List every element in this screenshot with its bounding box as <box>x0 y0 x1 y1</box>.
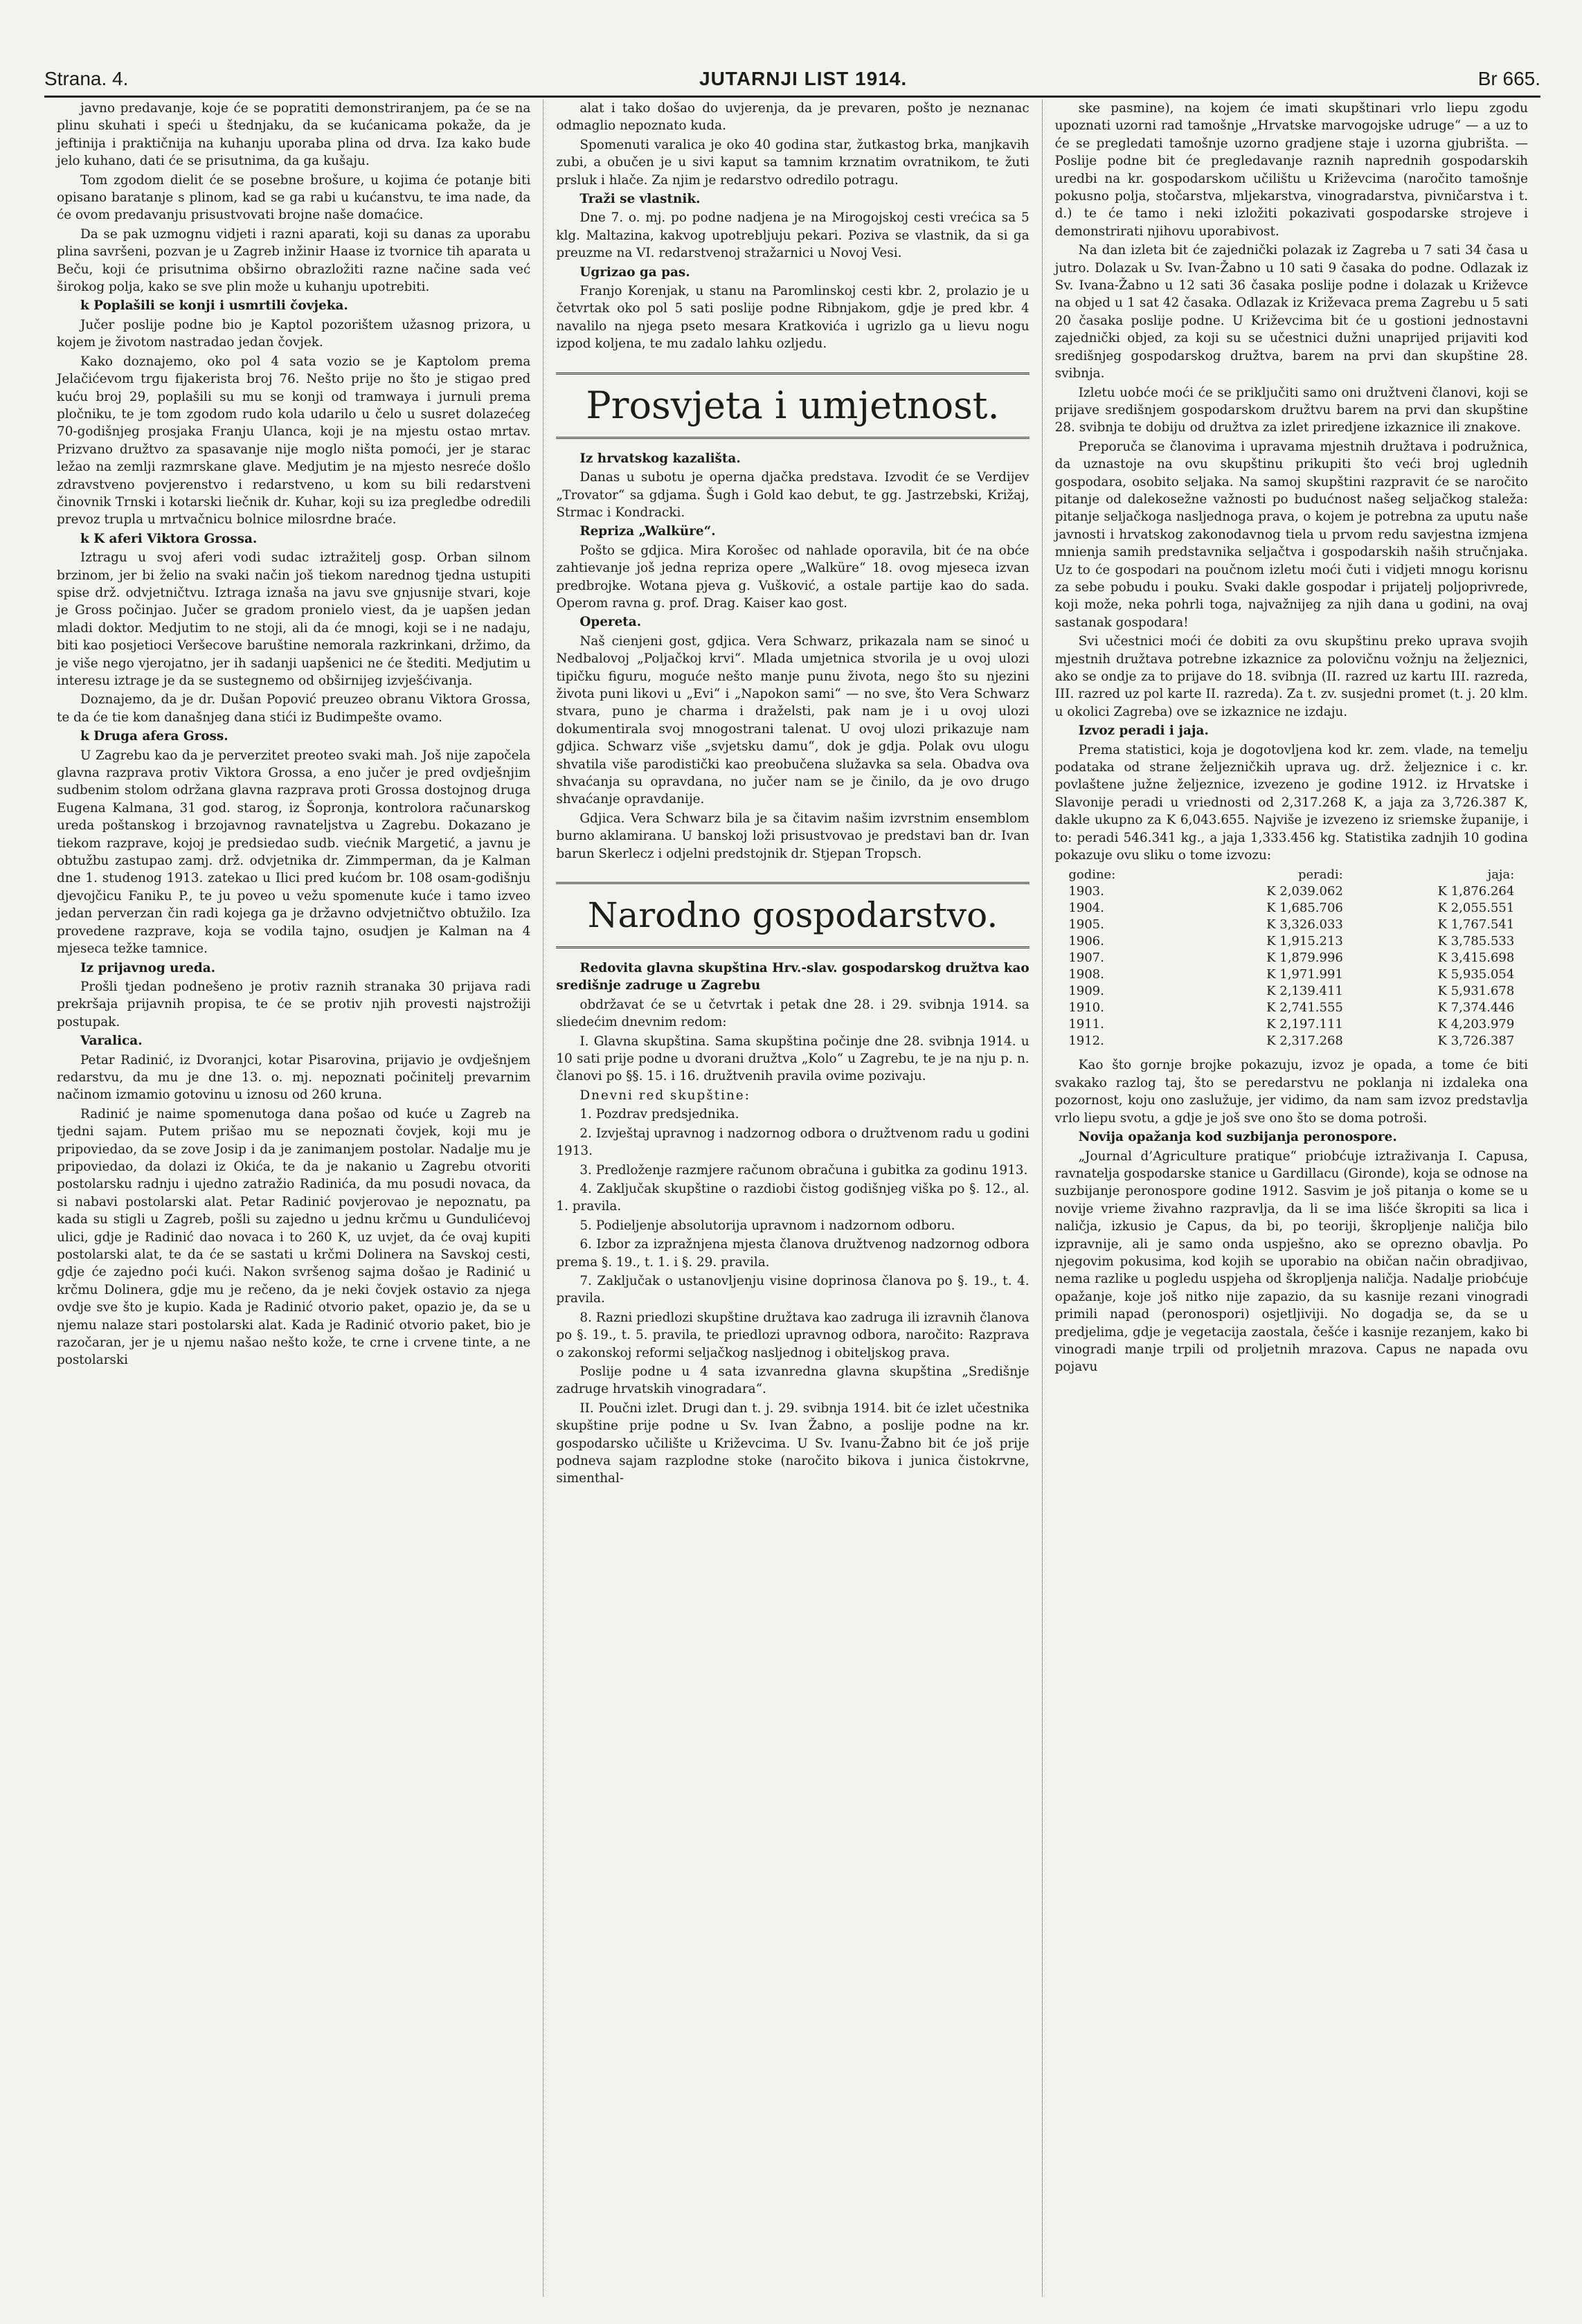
table-cell: K 1,685.706 <box>1266 901 1343 916</box>
paragraph: javno predavanje, koje će se popratiti demonstriranjem, pa će se na plinu skuhati i speći u štednjaku, da se kućanicama pokaže, da je jeftinija i praktičnija na kuhanju uporaba plina od drva. Iza kako bude jelo kuhano, dati će se prisutnima, da ga kušaju. <box>57 101 531 169</box>
masthead <box>44 42 1540 98</box>
table-row <box>1064 950 1518 966</box>
article-heading: Izvoz peradi i jaja. <box>1078 723 1209 739</box>
paragraph: II. Poučni izlet. Drugi dan t. j. 29. svibnja 1914. bit će izlet učestnika skupštine prije podne u Sv. Ivan Žabno, a poslije podne na kr. gospodarsko učilište u Križevcima. U Sv. Ivanu-Žabno bit će još prije podneva sajam razplodne stoke (naročito bikova i junica čistokrvne, simenthal- <box>556 1400 1030 1486</box>
table-cell: K 1,915.213 <box>1266 934 1343 949</box>
column-2 <box>543 100 1041 2296</box>
paragraph: Tom zgodom dielit će se posebne brošure, u kojima će potanje biti opisano baratanje s plinom, kad se ga rabi u kućanstvu, te ima nade, da će ovom predavanju prisustvovati brojne naše domaćice. <box>57 172 531 223</box>
page-number: Strana. 4. <box>44 68 129 89</box>
paragraph: Pošto se gdjica. Mira Korošec od nahlade oporavila, bit će na obće zahtievanje još jedna repriza opere „Walküre“ 18. ovog mjeseca izvan predbrojke. Wotana pjeva g. Vušković, a ostale partije kao do sada. Operom ravna g. prof. Drag. Kaiser kao gost. <box>556 543 1030 611</box>
paragraph: Iztragu u svoj aferi vodi sudac iztražitelj gosp. Orban silnom brzinom, jer bi želio na svaki način još tiekom narednog tjedna ustupiti spise drž. odvjetničtvu. Iztraga iznaša na javu sve gnjusnije stvari, koje je Gross počinjao. Jučer se gradom pronielo viest, da je uapšen jedan mladi doktor. Medjutim to ne stoji, ali da će mnogi, koji se i ne nadaju, biti kao posjetioci Veršecove baruštine nemorala razkrinkani, držimo, da je više nego vjerojatno, jer ih sadanji uapšenici ne će štediti. Medjutim u interesu iztrage je da se sustegnemo od obširnijeg izvješćivanja. <box>57 550 531 688</box>
table-row <box>1064 917 1518 933</box>
table-row <box>1064 1000 1518 1016</box>
article-heading: Opereta. <box>579 615 642 630</box>
table-cell: 1912. <box>1068 1034 1104 1049</box>
paragraph: alat i tako došao do uvjerenja, da je prevaren, pošto je neznanac odmaglio nepoznato kuda. <box>556 101 1030 134</box>
newspaper-title: JUTARNJI LIST 1914. <box>699 68 908 89</box>
paragraph: Radinić je naime spomenutoga dana pošao od kuće u Zagreb na tjedni sajam. Putem prišao mu se nepoznati čovjek, koji mu je pripoviedao, da se zove Josip i da je zanimanjem postolar. Nadalje mu je pripoviedao, da dolazi iz Okića, te da je nakanio u Zagrebu otvoriti postolarsku radnju i ujedno zatražio Radinića, da mu posudi novaca, da si nabavi postolarski alat. Petar Radinić povjerovao je nepoznatu, pa kada su stigli u Zagreb, pošli su zajedno u jednu krčmu u Gundulićevoj ulici, gdje je Radinić dao novaca i to 260 K, uz uvjet, da će ovaj kupiti postolarski alat, te da će se sastati u krčmi Dolinera na Savskoj cesti, gdje će zajedno poći kući. Nakon svršenog sajma došao je Radinić u krčmu Dolinera, gdje mu je rečeno, da je neki čovjek ostavio za njega ovdje sve što je kupio. Kada je Radinić otvorio paket, opazio je, da se u njemu nalaze stari postolarski alat. Kada je Radinić otvorio paket, bio je razočaran, jer je u njemu našao nešto kože, te crne i crvene tinte, a ne postolarski <box>57 1106 531 1368</box>
table-cell: K 3,326.033 <box>1266 917 1343 933</box>
paragraph: Na dan izleta bit će zajednički polazak iz Zagreba u 7 sati 34 časa u jutro. Dolazak u Sv. Ivan-Žabno u 10 sati 9 časaka do podne. Odlazak iz Sv. Ivana-Žabno u 12 sati 36 časaka poslije podne i dolazak u Križevce na objed u 1 sat 42 časaka. Odlazak iz Križevaca prema Zagrebu u 5 sati 20 časaka poslije podne. U Križevcima bit će u gostioni jednostavni zajednički objed, za koji su se učestnici dužni unaprijed prijaviti kod središnjeg gospodarskog družtva, barem na prvi dan skupštine 28. svibnja. <box>1054 243 1528 381</box>
table-cell: K 2,139.411 <box>1266 984 1343 999</box>
issue-number: Br 665. <box>1477 68 1540 89</box>
table-cell: K 2,317.268 <box>1266 1034 1343 1049</box>
table-cell: 1906. <box>1068 934 1104 949</box>
table-cell: 1910. <box>1068 1000 1104 1016</box>
table-cell: K 3,785.533 <box>1437 934 1515 949</box>
table-cell: K 2,055.551 <box>1437 901 1515 916</box>
agenda-item: 8. Razni priedlozi skupštine družtava kao zadruga ili izravnih članova po §. 19., t. 5. pravila, te priedlozi upravnog odbora, naročito: Razprava o zakonskoj reformi seljačkog nasljednog i obiteljskog prava. <box>556 1310 1030 1360</box>
article-heading: k Poplašili se konji i usmrtili čovjeka. <box>80 298 348 314</box>
article-heading: Repriza „Walküre“. <box>579 524 716 539</box>
agenda-heading: Dnevni red skupštine: <box>579 1088 750 1103</box>
article-heading: Iz prijavnog ureda. <box>80 960 216 975</box>
agenda-item: 3. Predloženje razmjere računom obračuna i gubitka za godinu 1913. <box>579 1162 1028 1178</box>
table-cell: K 7,374.446 <box>1437 1000 1515 1016</box>
table-row <box>1064 1033 1518 1050</box>
column-3 <box>1042 100 1540 2296</box>
table-row <box>1064 883 1518 900</box>
column-1 <box>44 100 543 2296</box>
article-columns <box>44 100 1540 2296</box>
table-header-cell: peradi: <box>1298 867 1343 883</box>
table-cell: 1905. <box>1068 917 1104 933</box>
table-cell: K 2,039.062 <box>1266 884 1343 899</box>
section-title-culture: Prosvjeta i umjetnost. <box>556 372 1029 439</box>
table-header-cell: jaja: <box>1487 867 1515 883</box>
table-cell: 1903. <box>1068 884 1104 899</box>
agenda-item: 6. Izbor za izpražnjena mjesta članova družtvenog nadzornog odbora prema §. 19., t. 1. i §. 29. pravila. <box>556 1237 1030 1270</box>
agenda-item: 1. Pozdrav predsjednika. <box>579 1107 739 1122</box>
table-row <box>1064 983 1518 1000</box>
paragraph: ske pasmine), na kojem će imati skupštinari vrlo liepu zgodu upoznati uzorni rad tamošnje „Hrvatske marvogojske udruge“ — a uz to će se pregledati tamošnje uzorno gradjene staje i uzorna gjubrišta. — Poslije podne bit će pregledavanje raznih naprednih gospodarskih uredbi na kr. gospodarskom učilištu u Križevcima (naročito tamošnje pokusno polja, stočarstva, mljekarstva, vinogradarstva, pivničarstva i t. d.) te će tamo i neki izložiti pokazivati gospodarske strojeve i demonstrirati njihovu uporabivost. <box>1054 101 1528 239</box>
paragraph: Naš cienjeni gost, gdjica. Vera Schwarz, prikazala nam se sinoć u Nedbalovoj „Poljačkoj krvi“. Mlada umjetnica stvorila je u ovoj ulozi tipičku figuru, moguće nešto manje punu života, nego što su njezini života puni likovi u „Evi“ i „Napokon sami“ — no sve, što Vera Schwarz stvara, puno je charma i draželsti, pak nam je i u ovoj ulozi dokumentirala svoj mnogostrani talenat. U ovoj ulozi prikazuje nam gdjica. Schwarz više „svjetsku damu“, dok je gdja. Polak ovu ulogu shvatila više parodistički kao preobučena služavka sa sela. Obadva ova shvaćanja su opravdana, no jučer nam se je činilo, da je ovo drugo shvaćanje opravdanije. <box>556 633 1030 807</box>
paragraph: Prošli tjedan podnešeno je protiv raznih stranaka 30 prijava radi prekršaja prijavnih propisa, te će se protiv njih provesti najstrožiji postupak. <box>57 979 531 1029</box>
table-cell: 1907. <box>1068 951 1104 966</box>
paragraph: Prema statistici, koja je dogotovljena kod kr. zem. vlade, na temelju podataka od strane željezničkih uprava ug. drž. željeznice i c. kr. povlaštene južne željeznice, izvezeno je godine 1912. iz Hrvatske i Slavonije peradi u vriednosti od 2,317.268 K, a jaja za 3,726.387 K, dakle ukupno za K 6,043.655. Najviše je izvezeno iz sriemske županije, i to: peradi 546.341 kg., a jaja 1,333.456 kg. Statistika zadnjih 10 godina pokazuje ovu sliku o tome izvozu: <box>1054 742 1528 863</box>
paragraph: Gdjica. Vera Schwarz bila je sa čitavim našim izvrstnim ensemblom burno aklamirana. U banskoj loži prisustvovao je predstavi ban dr. Ivan barun Skerlecz i odjelni predstojnik dr. Stjepan Tropsch. <box>556 811 1030 861</box>
paragraph: Franjo Korenjak, u stanu na Paromlinskoj cesti kbr. 2, prolazio je u četvrtak oko pol 5 sati poslije podne Ribnjakom, gdje je pred kbr. 4 navalilo na njega pseto mesara Kratkovića i ugrizlo ga u lievu nogu izpod koljena, te mu zadalo lahku ozljedu. <box>556 284 1030 352</box>
table-cell: K 1,971.991 <box>1266 967 1343 982</box>
table-cell: K 2,741.555 <box>1266 1000 1343 1016</box>
paragraph: I. Glavna skupština. Sama skupština počinje dne 28. svibnja 1914. u 10 sati prije podne u dvorani družtva „Kolo“ u Zagrebu, te je na nju p. n. članovi po §§. 15. i 16. družtvenih pravila ovime pozivaju. <box>556 1034 1030 1084</box>
table-cell: K 5,935.054 <box>1437 967 1515 982</box>
paragraph: Jučer poslije podne bio je Kaptol pozorištem užasnog prizora, u kojem je životom nastradao jedan čovjek. <box>57 317 531 350</box>
paragraph: Preporuča se članovima i upravama mjestnih družtava i podružnica, da uznastoje na ovu skupštinu prikupiti što veći broj uglednih gospodara, osobito seljaka. Na samoj skupštini razpravit će se naročito pitanje od dalekosežne važnosti po budućnost našeg seljačkog staleža: pitanje seljačkoga nasljednoga prava, o kojem je potrebna za uputu naše javnosti i hrvatskog zakonodavnog tiela u prvom redu savjestna izmjena mnienja samih predstavnika seljačtva i gospodarskih naših stručnjaka. Uz to će gospodari na poučnom izletu moći čuti i vidjeti mnogu korisnu za sebe pobudu i pouku. Svaki dakle gospodar i prijatelj poljoprivrede, koji može, neka pohrli toga, najvažnijeg za njih dana u godini, na ovaj sastanak gospodara! <box>1054 439 1528 630</box>
table-cell: 1908. <box>1068 967 1104 982</box>
article-heading: Ugrizao ga pas. <box>579 264 690 280</box>
paragraph: U Zagrebu kao da je perverzitet preoteo svaki mah. Još nije započela glavna razprava protiv Viktora Grossa, a eno jučer je pred ovdješnjim sudbenim stolom održana glavna razprava proti Grossa dostojnog druga Eugena Kalmana, 31 god. starog, iz Šopronja, kontrolora računarskog ureda poštanskog i brzojavnog ravnateljstva u Zagrebu. Dokazano je tiekom razprave, kojoj je predsiedao sudb. viećnik Margetić, a javnu je obtužbu zastupao zamj. drž. odvjetnika dr. Zimmperman, da je Kalman dne 1. studenog 1913. zatekao u Ilici pred kućom br. 108 osam-godišnju djevojčicu Faniku P., te ju poveo u vežu spomenute kuće i tamo izveo jedan perverzan čin radi kojega ga je državno odvjetničtvo obtužilo. Iza provedene razprave, koja se vodila tajno, osudjen je Kalman na 4 mjeseca težke tamnice. <box>57 748 531 957</box>
table-cell: K 5,931.678 <box>1437 984 1515 999</box>
paragraph: „Journal d’Agriculture pratique“ priobćuje iztraživanja I. Capusa, ravnatelja gospodarske stanice u Gardillacu (Gironde), koja se odnose na suzbijanje peronospore godine 1912. Sasvim je još pitanja o kome se u novije vrieme živahno razpravlja, da li se ima lišće škropiti sa lica i naličja, izkusio je Capus, da bi, po teoriji, škropljenje naličja bilo izpravnije, ali je samo onda uspješno, ako se oprezno obavlja. Po njegovim pokusima, kod kojih se uporabio na običan način obradjivao, nema razlike u pogledu uspjeha od škropljenja naličja. Nadalje priobćuje opažanje, koje još nitko nije zapazio, da su kasnije rezani vinogradi primili napad (peronospori) osjetljiviji. No dogadja se, da se u predjelima, gdje je vegetacija zaostala, češće i kasnije rezanjem, kako bi vinogradi manje trpili od proljetnih mrazova. Capus ne napada ovu pojavu <box>1054 1149 1528 1375</box>
paragraph: Da se pak uzmognu vidjeti i razni aparati, koji su danas za uporabu plina savršeni, pozvan je u Zagreb inžinir Haase iz tvornice tih aparata u Beču, koji će prisutnima obširno obrazložiti razne načine sada već širokog polja, kako se sve plin može u kuhanju upotrebiti. <box>57 226 531 295</box>
paragraph: Doznajemo, da je dr. Dušan Popović preuzeo obranu Viktora Grossa, te da će tie kom današnjeg dana stići iz Budimpešte ovamo. <box>57 692 531 725</box>
table-row <box>1064 1016 1518 1033</box>
agenda-item: 7. Zaključak o ustanovljenju visine doprinosa članova po §. 19., t. 4. pravila. <box>556 1273 1030 1306</box>
article-heading: k Druga afera Gross. <box>80 729 228 744</box>
table-cell: 1911. <box>1068 1017 1104 1032</box>
table-body <box>1064 883 1518 1050</box>
table-row <box>1064 900 1518 917</box>
article-heading: Traži se vlastnik. <box>579 192 701 207</box>
table-cell: K 1,876.264 <box>1437 884 1515 899</box>
article-heading: Iz hrvatskog kazališta. <box>579 451 741 466</box>
paragraph: obdržavat će se u četvrtak i petak dne 28. i 29. svibnja 1914. sa sliedećim dnevnim redom: <box>556 997 1030 1030</box>
table-cell: 1909. <box>1068 984 1104 999</box>
table-cell: K 2,197.111 <box>1266 1017 1343 1032</box>
table-row <box>1064 966 1518 983</box>
paragraph: Danas u subotu je operna djačka predstava. Izvodit će se Verdijev „Trovator“ sa gdjama. Šugh i Gold kao debut, te gg. Jastrzebski, Križaj, Strmac i Kondracki. <box>556 470 1030 520</box>
table-cell: K 1,879.996 <box>1266 951 1343 966</box>
agenda-item: 5. Podieljenje absolutorija upravnom i nadzornom odboru. <box>579 1218 955 1233</box>
paragraph: Poslije podne u 4 sata izvanredna glavna skupština „Središnje zadruge hrvatskih vinogradara“. <box>556 1364 1030 1397</box>
table-cell: 1904. <box>1068 901 1104 916</box>
export-statistics-table <box>1064 867 1518 1050</box>
paragraph: Dne 7. o. mj. po podne nadjena je na Mirogojskoj cesti vrećica sa 5 klg. Maltazina, kakvog upotrebljuju pekari. Pozivа se vlastnik, da si ga preuzme na VI. redarstvenoj stražarnici u Novoj Vesi. <box>556 210 1030 261</box>
table-header-cell: godine: <box>1068 867 1116 883</box>
article-heading: Novija opažanja kod suzbijanja peronospore. <box>1078 1130 1397 1145</box>
agenda-item: 4. Zaključak skupštine o razdiobi čistog godišnjeg viška po §. 12., al. 1. pravila. <box>556 1181 1030 1214</box>
paragraph: Petar Radinić, iz Dvoranjci, kotar Pisarovina, prijavio je ovdješnjem redarstvu, da mu je dne 13. o. mj. nepoznati počinitelj prevarnim načinom izmamio gotovinu u iznosu od 260 kruna. <box>57 1052 531 1103</box>
paragraph: Kako doznajemo, oko pol 4 sata vozio se je Kaptolom prema Jelačićevom trgu fijakerista broj 76. Nešto prije no što je stigao pred kuću broj 29, poplašili su mu se konji od tramwaya i jurnuli prema pločniku, te je tom zgodom rudo kola udarilo u čelo u susret dolazećeg 70-godišnjeg prosjaka Franju Ulanca, koji je na mjestu ostao mrtav. Prizvano družtvo za spasavanje nije moglo ništa pomoći, jer je starac ležao na zemlji razmrskane glave. Medjutim je na mjesto nesreće došlo zdravstveno povjerenstvo i redarstveno, u kom su bili redarstveni činovnik Trnski i kotarski liečnik dr. Kuhar, koji su iza pregledbe odredili prevoz trupla u mrtvačnicu bolnice milosrdne braće. <box>57 354 531 528</box>
paragraph: Kao što gornje brojke pokazuju, izvoz je opada, a tome će biti svakako razlog taj, što se peredarstvu ne poklanja ni izdaleka ona pozornost, koju ono zaslužuje, jer vidimo, da nam sam izvoz predstavlja vrlo liepu svotu, a gdje je još sve ono što se doma potroši. <box>1054 1058 1528 1126</box>
table-cell: K 3,726.387 <box>1437 1034 1515 1049</box>
paragraph: Spomenuti varalica je oko 40 godina star, žutkastog brka, manjkavih zubi, a obučen je u sivi kaput sa tamnim krznatim ovratnikom, te žuti prsluk i hlače. Za njim je redarstvo odredilo potragu. <box>556 137 1030 188</box>
table-cell: K 4,203.979 <box>1437 1017 1515 1032</box>
paragraph: Svi učestnici moći će dobiti za ovu skupštinu preko uprava svojih mjestnih družtava potrebne izkaznice za polovičnu vožnju na željeznici, ako se ondje za to prijave do 18. svibnja (II. razred uz kartu III. razreda, III. razred uz pol karte II. razreda). Za t. zv. susjedni promet (t. j. 20 klm. u okolici Zagreba) ove se izkaznice ne izdaju. <box>1054 634 1528 719</box>
table-row <box>1064 933 1518 950</box>
article-heading: Varalica. <box>80 1034 143 1049</box>
paragraph: Izletu uobće moći će se priključiti samo oni družtveni članovi, koji se prijave središnjem gospodarskom družtvu barem na prvi dan skupštine 28. svibnja te dobiju od družtva za izlet priredjene izkaznice ili znakove. <box>1054 385 1528 435</box>
table-cell: K 1,767.541 <box>1437 917 1515 933</box>
table-cell: K 3,415.698 <box>1437 951 1515 966</box>
table-header-row <box>1064 867 1518 883</box>
agenda-item: 2. Izvještaj upravnog i nadzornog odbora o družtvenom radu u godini 1913. <box>556 1126 1030 1159</box>
section-title-economy: Narodno gospodarstvo. <box>556 882 1029 948</box>
article-heading: Redovita glavna skupština Hrv.-slav. gospodarskog družtva kao središnje zadruge u Zagrebu <box>556 961 1030 993</box>
article-heading: k K aferi Viktora Grossa. <box>80 531 258 546</box>
